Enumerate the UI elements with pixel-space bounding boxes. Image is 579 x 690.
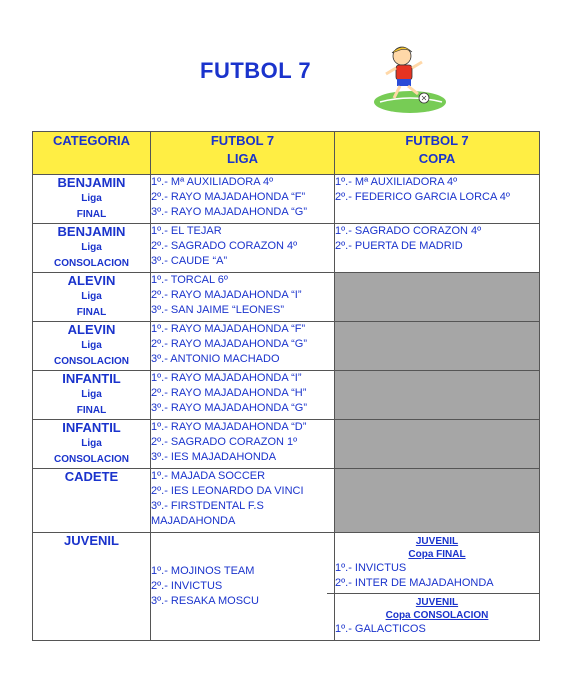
table-row: [33, 371, 540, 420]
copa-consolacion-subheading: Copa CONSOLACION: [385, 610, 489, 621]
table-header-row: [33, 132, 540, 175]
copa-consolacion-block: JUVENIL Copa CONSOLACION 1º.- GALACTICOS: [335, 594, 539, 639]
category-cell: INFANTIL Liga CONSOLACION: [33, 420, 151, 469]
copa-results-cell: 1º.- Mª AUXILIADORA 4º 2º.- FEDERICO GARCIA LORCA 4º: [335, 175, 540, 224]
empty-copa-cell: [335, 371, 540, 420]
empty-copa-cell: [335, 322, 540, 371]
table-row: [33, 175, 540, 224]
header-categoria: CATEGORIA: [33, 132, 151, 175]
liga-results-cell: 1º.- MAJADA SOCCER 2º.- IES LEONARDO DA VINCI 3º.- FIRSTDENTAL F.S MAJADAHONDA: [151, 469, 335, 533]
header-copa: FUTBOL 7 COPA: [335, 132, 540, 175]
table-row: [33, 533, 540, 641]
category-cell: BENJAMIN Liga CONSOLACION: [33, 224, 151, 273]
category-cell: BENJAMIN Liga FINAL: [33, 175, 151, 224]
liga-results-cell: 1º.- RAYO MAJADAHONDA “I” 2º.- RAYO MAJADAHONDA “H” 3º.- RAYO MAJADAHONDA “G”: [151, 371, 335, 420]
table-row: [33, 224, 540, 273]
empty-copa-cell: [335, 420, 540, 469]
liga-results-cell: 1º.- RAYO MAJADAHONDA “D” 2º.- SAGRADO CORAZON 1º 3º.- IES MAJADAHONDA: [151, 420, 335, 469]
empty-copa-cell: [335, 273, 540, 322]
liga-results-cell: 1º.- MOJINOS TEAM 2º.- INVICTUS 3º.- RESAKA MOSCU: [151, 533, 335, 641]
category-cell: JUVENIL: [33, 533, 151, 641]
category-cell: ALEVIN Liga CONSOLACION: [33, 322, 151, 371]
table-row: [33, 322, 540, 371]
liga-results-cell: 1º.- EL TEJAR 2º.- SAGRADO CORAZON 4º 3º.- CAUDE “A”: [151, 224, 335, 273]
header-liga: FUTBOL 7 LIGA: [151, 132, 335, 175]
copa-final-subheading: Copa FINAL: [408, 549, 466, 560]
table-row: [33, 273, 540, 322]
category-cell: INFANTIL Liga FINAL: [33, 371, 151, 420]
category-cell: ALEVIN Liga FINAL: [33, 273, 151, 322]
liga-results-cell: 1º.- TORCAL 6º 2º.- RAYO MAJADAHONDA “I” 3º.- SAN JAIME “LEONES”: [151, 273, 335, 322]
liga-results-cell: 1º.- Mª AUXILIADORA 4º 2º.- RAYO MAJADAHONDA “F” 3º.- RAYO MAJADAHONDA “G”: [151, 175, 335, 224]
copa-consolacion-heading: JUVENIL: [415, 597, 459, 608]
liga-results-cell: 1º.- RAYO MAJADAHONDA “F” 2º.- RAYO MAJADAHONDA “G” 3º.- ANTONIO MACHADO: [151, 322, 335, 371]
table-row: [33, 469, 540, 533]
results-table: [32, 131, 540, 641]
page-title: FUTBOL 7: [200, 58, 312, 83]
copa-results-cell: [335, 533, 540, 641]
category-cell: CADETE: [33, 469, 151, 533]
empty-copa-cell: [335, 469, 540, 533]
copa-final-heading: JUVENIL: [415, 536, 459, 547]
table-row: [33, 420, 540, 469]
copa-results-cell: 1º.- SAGRADO CORAZON 4º 2º.- PUERTA DE MADRID: [335, 224, 540, 273]
copa-final-block: JUVENIL Copa FINAL 1º.- INVICTUS 2º.- INTER DE MAJADAHONDA: [335, 533, 539, 593]
soccer-player-logo: [370, 42, 450, 122]
